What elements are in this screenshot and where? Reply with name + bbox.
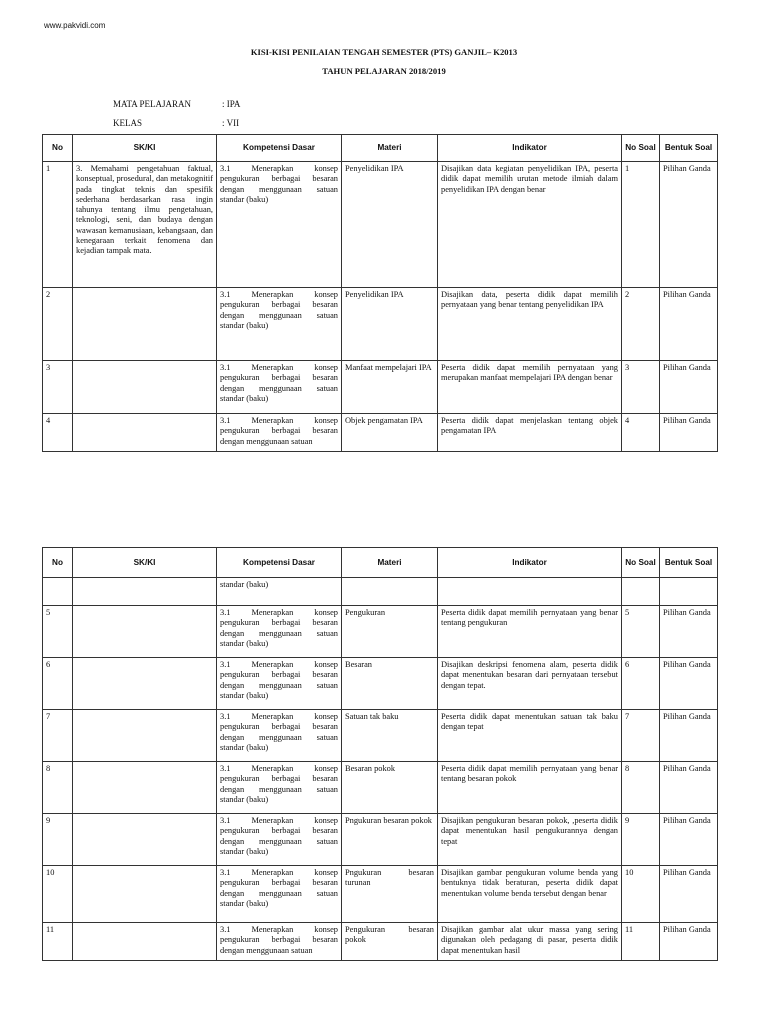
cell-indikator: Peserta didik dapat menentukan satuan tak baku dengan tepat <box>438 710 622 762</box>
cell-indikator: Disajikan deskripsi fenomena alam, peserta didik dapat menentukan besaran dari pernyataan tersebut dengan tepat. <box>438 658 622 710</box>
header-no-soal: No Soal <box>622 548 660 578</box>
cell-no-soal: 6 <box>622 658 660 710</box>
table-row <box>43 710 718 762</box>
header-kompetensi-dasar: Kompetensi Dasar <box>217 135 342 162</box>
kisi-kisi-table-page-1 <box>42 134 718 452</box>
cell-no: 2 <box>43 288 73 361</box>
subject-value: : IPA <box>222 99 241 109</box>
cell-bentuk <box>660 578 718 606</box>
cell-kd: 3.1 Menerapkan konsep pengukuran berbagai besaran dengan menggunaan satuan standar (baku) <box>217 814 342 866</box>
kisi-kisi-table-page-2 <box>42 547 718 961</box>
cell-kd: 3.1 Menerapkan konsep pengukuran berbagai besaran dengan menggunaan satuan standar (baku) <box>217 866 342 923</box>
cell-indikator: Disajikan pengukuran besaran pokok, ,peserta didik dapat menentukan hasil pengukurannya dengan tepat <box>438 814 622 866</box>
cell-materi: Pengukuran besaran pokok <box>342 923 438 961</box>
header-no-soal: No Soal <box>622 135 660 162</box>
cell-kd: 3.1 Menerapkan konsep pengukuran berbagai besaran dengan menggunaan satuan standar (baku) <box>217 606 342 658</box>
subject-label: MATA PELAJARAN <box>113 99 192 109</box>
table-row <box>43 866 718 923</box>
cell-materi: Pngukuran besaran pokok <box>342 814 438 866</box>
cell-no-soal: 9 <box>622 814 660 866</box>
cell-ski <box>73 762 217 814</box>
cell-no: 5 <box>43 606 73 658</box>
cell-indikator: Disajikan data kegiatan penyelidikan IPA, peserta didik dapat memilih urutan metode ilmiah dalam penyelidikan IPA dengan benar <box>438 162 622 288</box>
class-label: KELAS <box>113 118 142 128</box>
cell-ski <box>73 923 217 961</box>
cell-kd: 3.1 Menerapkan konsep pengukuran berbagai besaran dengan menggunaan satuan standar (baku) <box>217 162 342 288</box>
cell-no: 3 <box>43 361 73 414</box>
cell-bentuk: Pilihan Ganda <box>660 606 718 658</box>
header-materi: Materi <box>342 548 438 578</box>
cell-no: 11 <box>43 923 73 961</box>
cell-kd: 3.1 Menerapkan konsep pengukuran berbagai besaran dengan menggunaan satuan standar (baku) <box>217 762 342 814</box>
table-row <box>43 288 718 361</box>
header-ski: SK/KI <box>73 135 217 162</box>
table-row <box>43 361 718 414</box>
header-materi: Materi <box>342 135 438 162</box>
cell-materi: Besaran <box>342 658 438 710</box>
cell-indikator: Peserta didik dapat memilih pernyataan yang benar tentang besaran pokok <box>438 762 622 814</box>
cell-materi: Manfaat mempelajari IPA <box>342 361 438 414</box>
cell-bentuk: Pilihan Ganda <box>660 162 718 288</box>
cell-indikator: Peserta didik dapat menjelaskan tentang objek pengamatan IPA <box>438 414 622 452</box>
table-row <box>43 162 718 288</box>
header-indikator: Indikator <box>438 548 622 578</box>
cell-kd: 3.1 Menerapkan konsep pengukuran berbagai besaran dengan menggunaan satuan standar (baku) <box>217 658 342 710</box>
cell-materi: Pngukuran besaran turunan <box>342 866 438 923</box>
cell-materi: Pengukuran <box>342 606 438 658</box>
cell-bentuk: Pilihan Ganda <box>660 923 718 961</box>
cell-ski <box>73 814 217 866</box>
cell-bentuk: Pilihan Ganda <box>660 866 718 923</box>
header-no: No <box>43 135 73 162</box>
cell-ski <box>73 578 217 606</box>
cell-bentuk: Pilihan Ganda <box>660 762 718 814</box>
cell-no-soal: 5 <box>622 606 660 658</box>
document-subtitle: TAHUN PELAJARAN 2018/2019 <box>322 66 446 76</box>
cell-no-soal: 7 <box>622 710 660 762</box>
cell-materi: Penyelidikan IPA <box>342 288 438 361</box>
cell-indikator <box>438 578 622 606</box>
document-title: KISI-KISI PENILAIAN TENGAH SEMESTER (PTS) GANJIL– K2013 <box>250 47 518 57</box>
header-no: No <box>43 548 73 578</box>
cell-no: 1 <box>43 162 73 288</box>
class-value: : VII <box>222 118 240 128</box>
cell-kd: 3.1 Menerapkan konsep pengukuran berbagai besaran dengan menggunaan satuan <box>217 414 342 452</box>
table-row <box>43 578 718 606</box>
cell-no: 8 <box>43 762 73 814</box>
cell-no-soal: 10 <box>622 866 660 923</box>
header-kompetensi-dasar: Kompetensi Dasar <box>217 548 342 578</box>
cell-kd: standar (baku) <box>217 578 342 606</box>
header-bentuk-soal: Bentuk Soal <box>660 548 718 578</box>
table-row <box>43 762 718 814</box>
table-row <box>43 814 718 866</box>
table-row <box>43 414 718 452</box>
cell-bentuk: Pilihan Ganda <box>660 361 718 414</box>
cell-no: 4 <box>43 414 73 452</box>
cell-kd: 3.1 Menerapkan konsep pengukuran berbagai besaran dengan menggunaan satuan standar (baku) <box>217 288 342 361</box>
cell-ski <box>73 361 217 414</box>
cell-ski <box>73 288 217 361</box>
cell-materi: Objek pengamatan IPA <box>342 414 438 452</box>
cell-no: 9 <box>43 814 73 866</box>
cell-no-soal: 1 <box>622 162 660 288</box>
cell-ski <box>73 710 217 762</box>
cell-ski <box>73 414 217 452</box>
cell-bentuk: Pilihan Ganda <box>660 710 718 762</box>
cell-bentuk: Pilihan Ganda <box>660 414 718 452</box>
cell-no-soal: 2 <box>622 288 660 361</box>
cell-indikator: Disajikan gambar pengukuran volume benda yang bentuknya tidak beraturan, peserta didik dapat menentukan volume benda tersebut dengan benar <box>438 866 622 923</box>
header-bentuk-soal: Bentuk Soal <box>660 135 718 162</box>
cell-materi <box>342 578 438 606</box>
cell-no-soal <box>622 578 660 606</box>
cell-no: 7 <box>43 710 73 762</box>
cell-bentuk: Pilihan Ganda <box>660 658 718 710</box>
cell-indikator: Disajikan data, peserta didik dapat memilih pernyataan yang benar tentang penyelidikan IPA <box>438 288 622 361</box>
header-indikator: Indikator <box>438 135 622 162</box>
cell-indikator: Peserta didik dapat memilih pernyataan yang merupakan manfaat mempelajari IPA dengan benar <box>438 361 622 414</box>
cell-ski <box>73 606 217 658</box>
cell-no: 10 <box>43 866 73 923</box>
site-url: www.pakvidi.com <box>44 21 106 30</box>
cell-no: 6 <box>43 658 73 710</box>
cell-no-soal: 3 <box>622 361 660 414</box>
cell-materi: Penyelidikan IPA <box>342 162 438 288</box>
header-ski: SK/KI <box>73 548 217 578</box>
cell-materi: Besaran pokok <box>342 762 438 814</box>
table-row <box>43 606 718 658</box>
cell-no-soal: 11 <box>622 923 660 961</box>
cell-kd: 3.1 Menerapkan konsep pengukuran berbagai besaran dengan menggunaan satuan standar (baku) <box>217 361 342 414</box>
cell-kd: 3.1 Menerapkan konsep pengukuran berbagai besaran dengan menggunaan satuan standar (baku) <box>217 710 342 762</box>
table-row <box>43 658 718 710</box>
cell-kd: 3.1 Menerapkan konsep pengukuran berbagai besaran dengan menggunaan satuan <box>217 923 342 961</box>
cell-ski <box>73 866 217 923</box>
cell-materi: Satuan tak baku <box>342 710 438 762</box>
table-row <box>43 923 718 961</box>
cell-bentuk: Pilihan Ganda <box>660 814 718 866</box>
cell-indikator: Peserta didik dapat memilih pernyataan yang benar tentang pengukuran <box>438 606 622 658</box>
cell-no <box>43 578 73 606</box>
cell-ski <box>73 658 217 710</box>
cell-indikator: Disajikan gambar alat ukur massa yang sering digunakan oleh pedagang di pasar, peserta didik dapat menentukan hasil <box>438 923 622 961</box>
cell-no-soal: 8 <box>622 762 660 814</box>
cell-ski: 3. Memahami pengetahuan faktual, konseptual, prosedural, dan metakognitif pada tingkat teknis dan spesifik sederhana berdasarkan rasa ingin tahunya tentang ilmu pengetahuan, teknologi, seni, dan budaya dengan wawasan kemanusiaan, kebangsaan, dan kenegaraan terkait fenomena dan kejadian tampak mata. <box>73 162 217 288</box>
cell-no-soal: 4 <box>622 414 660 452</box>
cell-bentuk: Pilihan Ganda <box>660 288 718 361</box>
